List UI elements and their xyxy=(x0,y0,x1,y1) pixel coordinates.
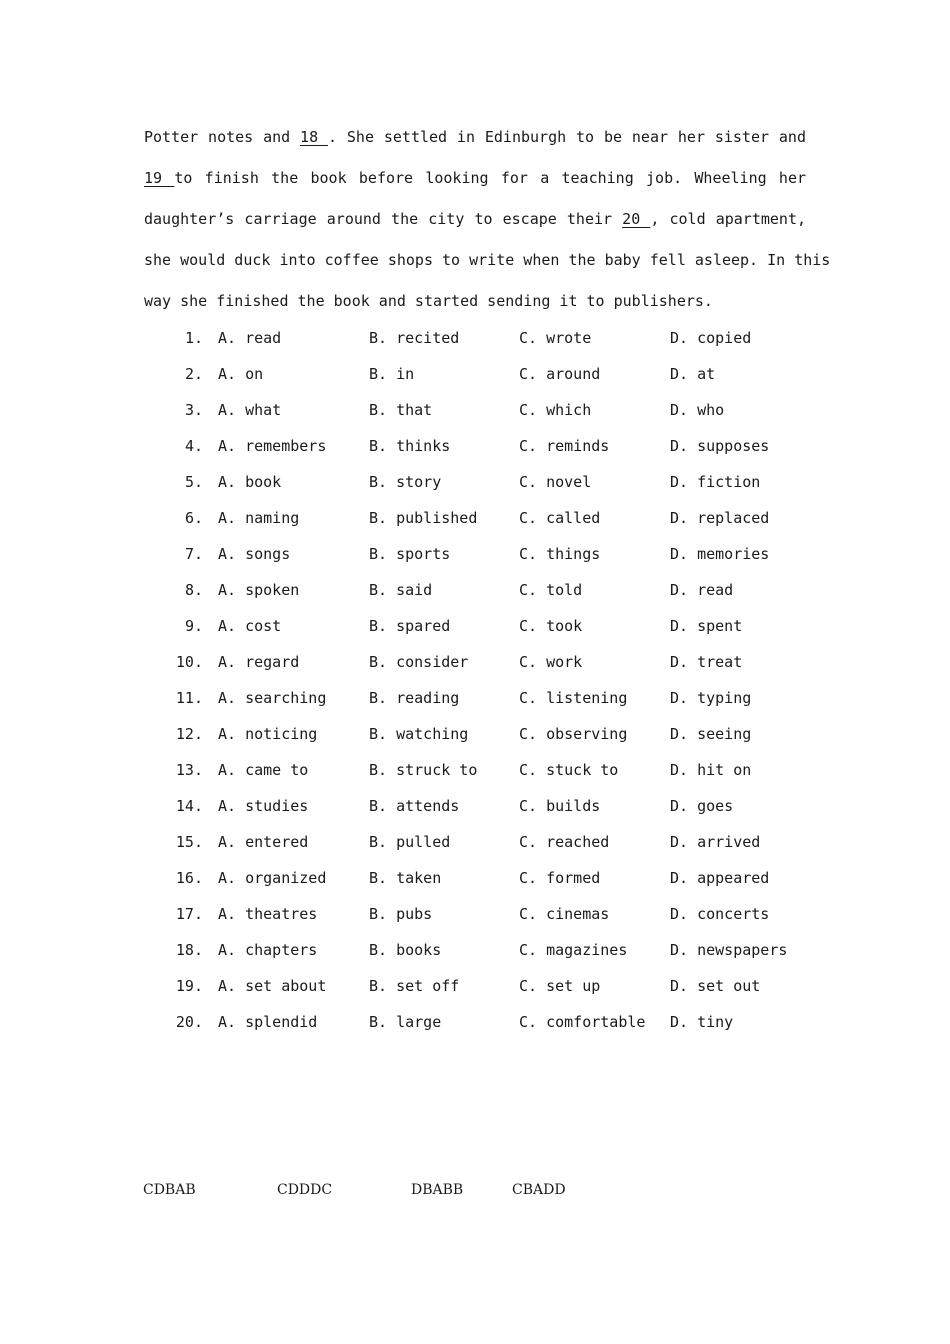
option-d: D. concerts xyxy=(670,905,770,923)
option-b: B. consider xyxy=(369,653,469,671)
option-a: A. entered xyxy=(218,833,309,851)
option-b: B. spared xyxy=(369,617,451,635)
option-d: D. fiction xyxy=(670,473,761,491)
option-c: C. stuck to xyxy=(519,761,619,779)
option-c: C. magazines xyxy=(519,941,628,959)
question-number: 2. xyxy=(184,365,203,383)
question-number: 5. xyxy=(184,473,203,491)
answer-group: DBABB xyxy=(411,1182,464,1198)
question-number: 4. xyxy=(184,437,203,455)
question-row xyxy=(0,650,950,674)
question-row xyxy=(0,542,950,566)
option-d: D. typing xyxy=(670,689,752,707)
option-a: A. cost xyxy=(218,617,282,635)
option-a: A. theatres xyxy=(218,905,318,923)
option-a: A. regard xyxy=(218,653,300,671)
option-b: B. set off xyxy=(369,977,460,995)
option-d: D. copied xyxy=(670,329,752,347)
passage-line xyxy=(144,289,806,313)
option-b: B. watching xyxy=(369,725,469,743)
question-number: 3. xyxy=(184,401,203,419)
answer-group: CDBAB xyxy=(143,1182,196,1198)
question-row xyxy=(0,830,950,854)
option-a: A. read xyxy=(218,329,282,347)
passage-text: to finish the book before looking for a teaching job. Wheeling her xyxy=(174,169,807,187)
blank-19: 19 xyxy=(144,169,175,187)
question-row xyxy=(0,794,950,818)
question-row xyxy=(0,362,950,386)
option-a: A. splendid xyxy=(218,1013,318,1031)
option-b: B. thinks xyxy=(369,437,451,455)
option-c: C. took xyxy=(519,617,583,635)
option-d: D. who xyxy=(670,401,725,419)
option-a: A. organized xyxy=(218,869,327,887)
option-c: C. things xyxy=(519,545,601,563)
option-d: D. replaced xyxy=(670,509,770,527)
question-number: 11. xyxy=(175,689,203,707)
option-b: B. said xyxy=(369,581,433,599)
option-b: B. large xyxy=(369,1013,442,1031)
question-row xyxy=(0,398,950,422)
question-row xyxy=(0,938,950,962)
option-a: A. searching xyxy=(218,689,327,707)
question-number: 18. xyxy=(175,941,203,959)
option-d: D. arrived xyxy=(670,833,761,851)
option-b: B. that xyxy=(369,401,433,419)
question-row xyxy=(0,506,950,530)
option-b: B. pubs xyxy=(369,905,433,923)
passage-text: Potter notes and xyxy=(144,128,301,146)
option-a: A. remembers xyxy=(218,437,327,455)
option-c: C. observing xyxy=(519,725,628,743)
option-b: B. recited xyxy=(369,329,460,347)
option-b: B. pulled xyxy=(369,833,451,851)
question-number: 6. xyxy=(184,509,203,527)
question-row xyxy=(0,686,950,710)
answer-key xyxy=(0,1178,950,1202)
blank-20: 20 xyxy=(622,210,651,228)
question-row xyxy=(0,434,950,458)
option-d: D. memories xyxy=(670,545,770,563)
question-number: 17. xyxy=(175,905,203,923)
option-b: B. reading xyxy=(369,689,460,707)
option-a: A. songs xyxy=(218,545,291,563)
question-row xyxy=(0,722,950,746)
question-number: 14. xyxy=(175,797,203,815)
option-d: D. goes xyxy=(670,797,734,815)
option-a: A. studies xyxy=(218,797,309,815)
option-a: A. set about xyxy=(218,977,327,995)
question-number: 1. xyxy=(184,329,203,347)
question-row xyxy=(0,1010,950,1034)
option-c: C. work xyxy=(519,653,583,671)
option-c: C. reached xyxy=(519,833,610,851)
option-b: B. story xyxy=(369,473,442,491)
option-d: D. set out xyxy=(670,977,761,995)
option-a: A. on xyxy=(218,365,264,383)
option-c: C. told xyxy=(519,581,583,599)
question-number: 13. xyxy=(175,761,203,779)
blank-18: 18 xyxy=(300,128,328,146)
option-d: D. seeing xyxy=(670,725,752,743)
option-c: C. builds xyxy=(519,797,601,815)
question-row xyxy=(0,758,950,782)
option-d: D. appeared xyxy=(670,869,770,887)
passage-text: , cold apartment, xyxy=(650,210,807,228)
passage-line xyxy=(144,125,806,149)
question-row xyxy=(0,470,950,494)
option-b: B. in xyxy=(369,365,415,383)
passage-line xyxy=(144,248,831,272)
question-row xyxy=(0,578,950,602)
option-c: C. called xyxy=(519,509,601,527)
answer-group: CDDDC xyxy=(277,1182,333,1198)
question-number: 16. xyxy=(175,869,203,887)
option-c: C. formed xyxy=(519,869,601,887)
question-number: 9. xyxy=(184,617,203,635)
question-row xyxy=(0,326,950,350)
option-d: D. supposes xyxy=(670,437,770,455)
option-d: D. at xyxy=(670,365,716,383)
option-a: A. came to xyxy=(218,761,309,779)
option-c: C. around xyxy=(519,365,601,383)
option-a: A. what xyxy=(218,401,282,419)
option-c: C. wrote xyxy=(519,329,592,347)
passage-text: way she finished the book and started sending it to publishers. xyxy=(144,292,713,310)
question-number: 7. xyxy=(184,545,203,563)
option-d: D. newspapers xyxy=(670,941,788,959)
passage-text: . She settled in Edinburgh to be near her sister and xyxy=(327,128,806,146)
question-number: 8. xyxy=(184,581,203,599)
option-d: D. treat xyxy=(670,653,743,671)
passage-line xyxy=(144,207,806,231)
option-b: B. sports xyxy=(369,545,451,563)
option-d: D. hit on xyxy=(670,761,752,779)
option-c: C. set up xyxy=(519,977,601,995)
option-d: D. tiny xyxy=(670,1013,734,1031)
option-c: C. listening xyxy=(519,689,628,707)
question-row xyxy=(0,974,950,998)
answer-group: CBADD xyxy=(512,1182,566,1198)
option-d: D. read xyxy=(670,581,734,599)
option-a: A. naming xyxy=(218,509,300,527)
option-b: B. struck to xyxy=(369,761,478,779)
option-c: C. novel xyxy=(519,473,592,491)
option-a: A. chapters xyxy=(218,941,318,959)
question-row xyxy=(0,902,950,926)
option-b: B. attends xyxy=(369,797,460,815)
question-number: 12. xyxy=(175,725,203,743)
question-number: 19. xyxy=(175,977,203,995)
option-c: C. reminds xyxy=(519,437,610,455)
passage-text: she would duck into coffee shops to write when the baby fell asleep. In this xyxy=(144,251,831,269)
question-row xyxy=(0,866,950,890)
option-b: B. books xyxy=(369,941,442,959)
option-a: A. spoken xyxy=(218,581,300,599)
option-c: C. comfortable xyxy=(519,1013,646,1031)
question-number: 20. xyxy=(175,1013,203,1031)
option-d: D. spent xyxy=(670,617,743,635)
option-a: A. noticing xyxy=(218,725,318,743)
question-row xyxy=(0,614,950,638)
question-number: 15. xyxy=(175,833,203,851)
option-b: B. taken xyxy=(369,869,442,887)
option-c: C. cinemas xyxy=(519,905,610,923)
question-number: 10. xyxy=(175,653,203,671)
option-b: B. published xyxy=(369,509,478,527)
passage-line xyxy=(144,166,806,190)
option-c: C. which xyxy=(519,401,592,419)
passage-text: daughter’s carriage around the city to escape their xyxy=(144,210,623,228)
option-a: A. book xyxy=(218,473,282,491)
